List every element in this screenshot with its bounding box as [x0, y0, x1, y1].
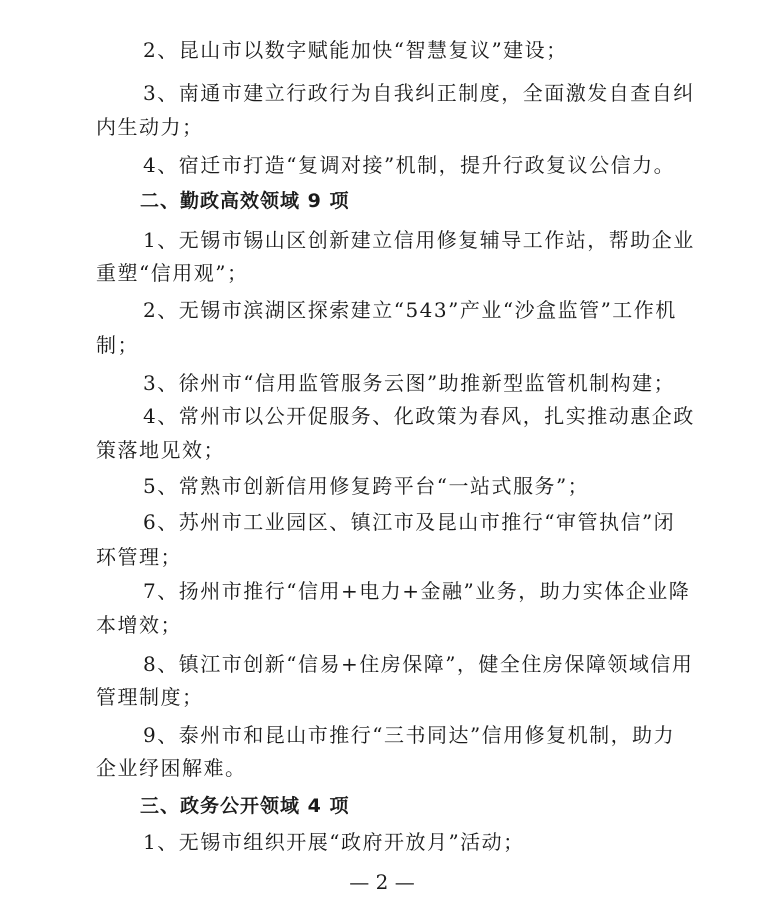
paragraph-line: 制；	[96, 333, 139, 357]
paragraph-line: 2、昆山市以数字赋能加快“智慧复议”建设；	[143, 38, 568, 62]
section-heading: 二、勤政高效领域 9 项	[140, 190, 350, 212]
paragraph-line: 8、镇江市创新“信易+住房保障”，健全住房保障领域信用	[143, 652, 694, 676]
paragraph-line: 6、苏州市工业园区、镇江市及昆山市推行“审管执信”闭	[143, 510, 676, 534]
paragraph-line: 3、徐州市“信用监管服务云图”助推新型监管机制构建；	[143, 371, 676, 395]
paragraph-line: 4、宿迁市打造“复调对接”机制，提升行政复议公信力。	[143, 153, 676, 177]
paragraph-line: 内生动力；	[96, 115, 204, 139]
paragraph-line: 2、无锡市滨湖区探索建立“543”产业“沙盒监管”工作机	[143, 298, 677, 322]
section-heading: 三、政务公开领域 4 项	[140, 795, 350, 817]
paragraph-line: 4、常州市以公开促服务、化政策为春风，扎实推动惠企政	[143, 404, 695, 428]
paragraph-line: 本增效；	[96, 613, 182, 637]
paragraph-line: 1、无锡市锡山区创新建立信用修复辅导工作站，帮助企业	[143, 228, 695, 252]
paragraph-line: 7、扬州市推行“信用+电力+金融”业务，助力实体企业降	[143, 579, 691, 603]
paragraph-line: 9、泰州市和昆山市推行“三书同达”信用修复机制，助力	[143, 723, 676, 747]
paragraph-line: 重塑“信用观”；	[96, 261, 249, 285]
paragraph-line: 3、南通市建立行政行为自我纠正制度，全面激发自查自纠	[143, 81, 695, 105]
paragraph-line: 1、无锡市组织开展“政府开放月”活动；	[143, 830, 525, 854]
paragraph-line: 管理制度；	[96, 685, 204, 709]
paragraph-line: 策落地见效；	[96, 438, 225, 462]
paragraph-line: 5、常熟市创新信用修复跨平台“一站式服务”；	[143, 474, 590, 498]
paragraph-line: 企业纾困解难。	[96, 756, 247, 780]
page-number: — 2 —	[349, 870, 415, 894]
paragraph-line: 环管理；	[96, 545, 182, 569]
